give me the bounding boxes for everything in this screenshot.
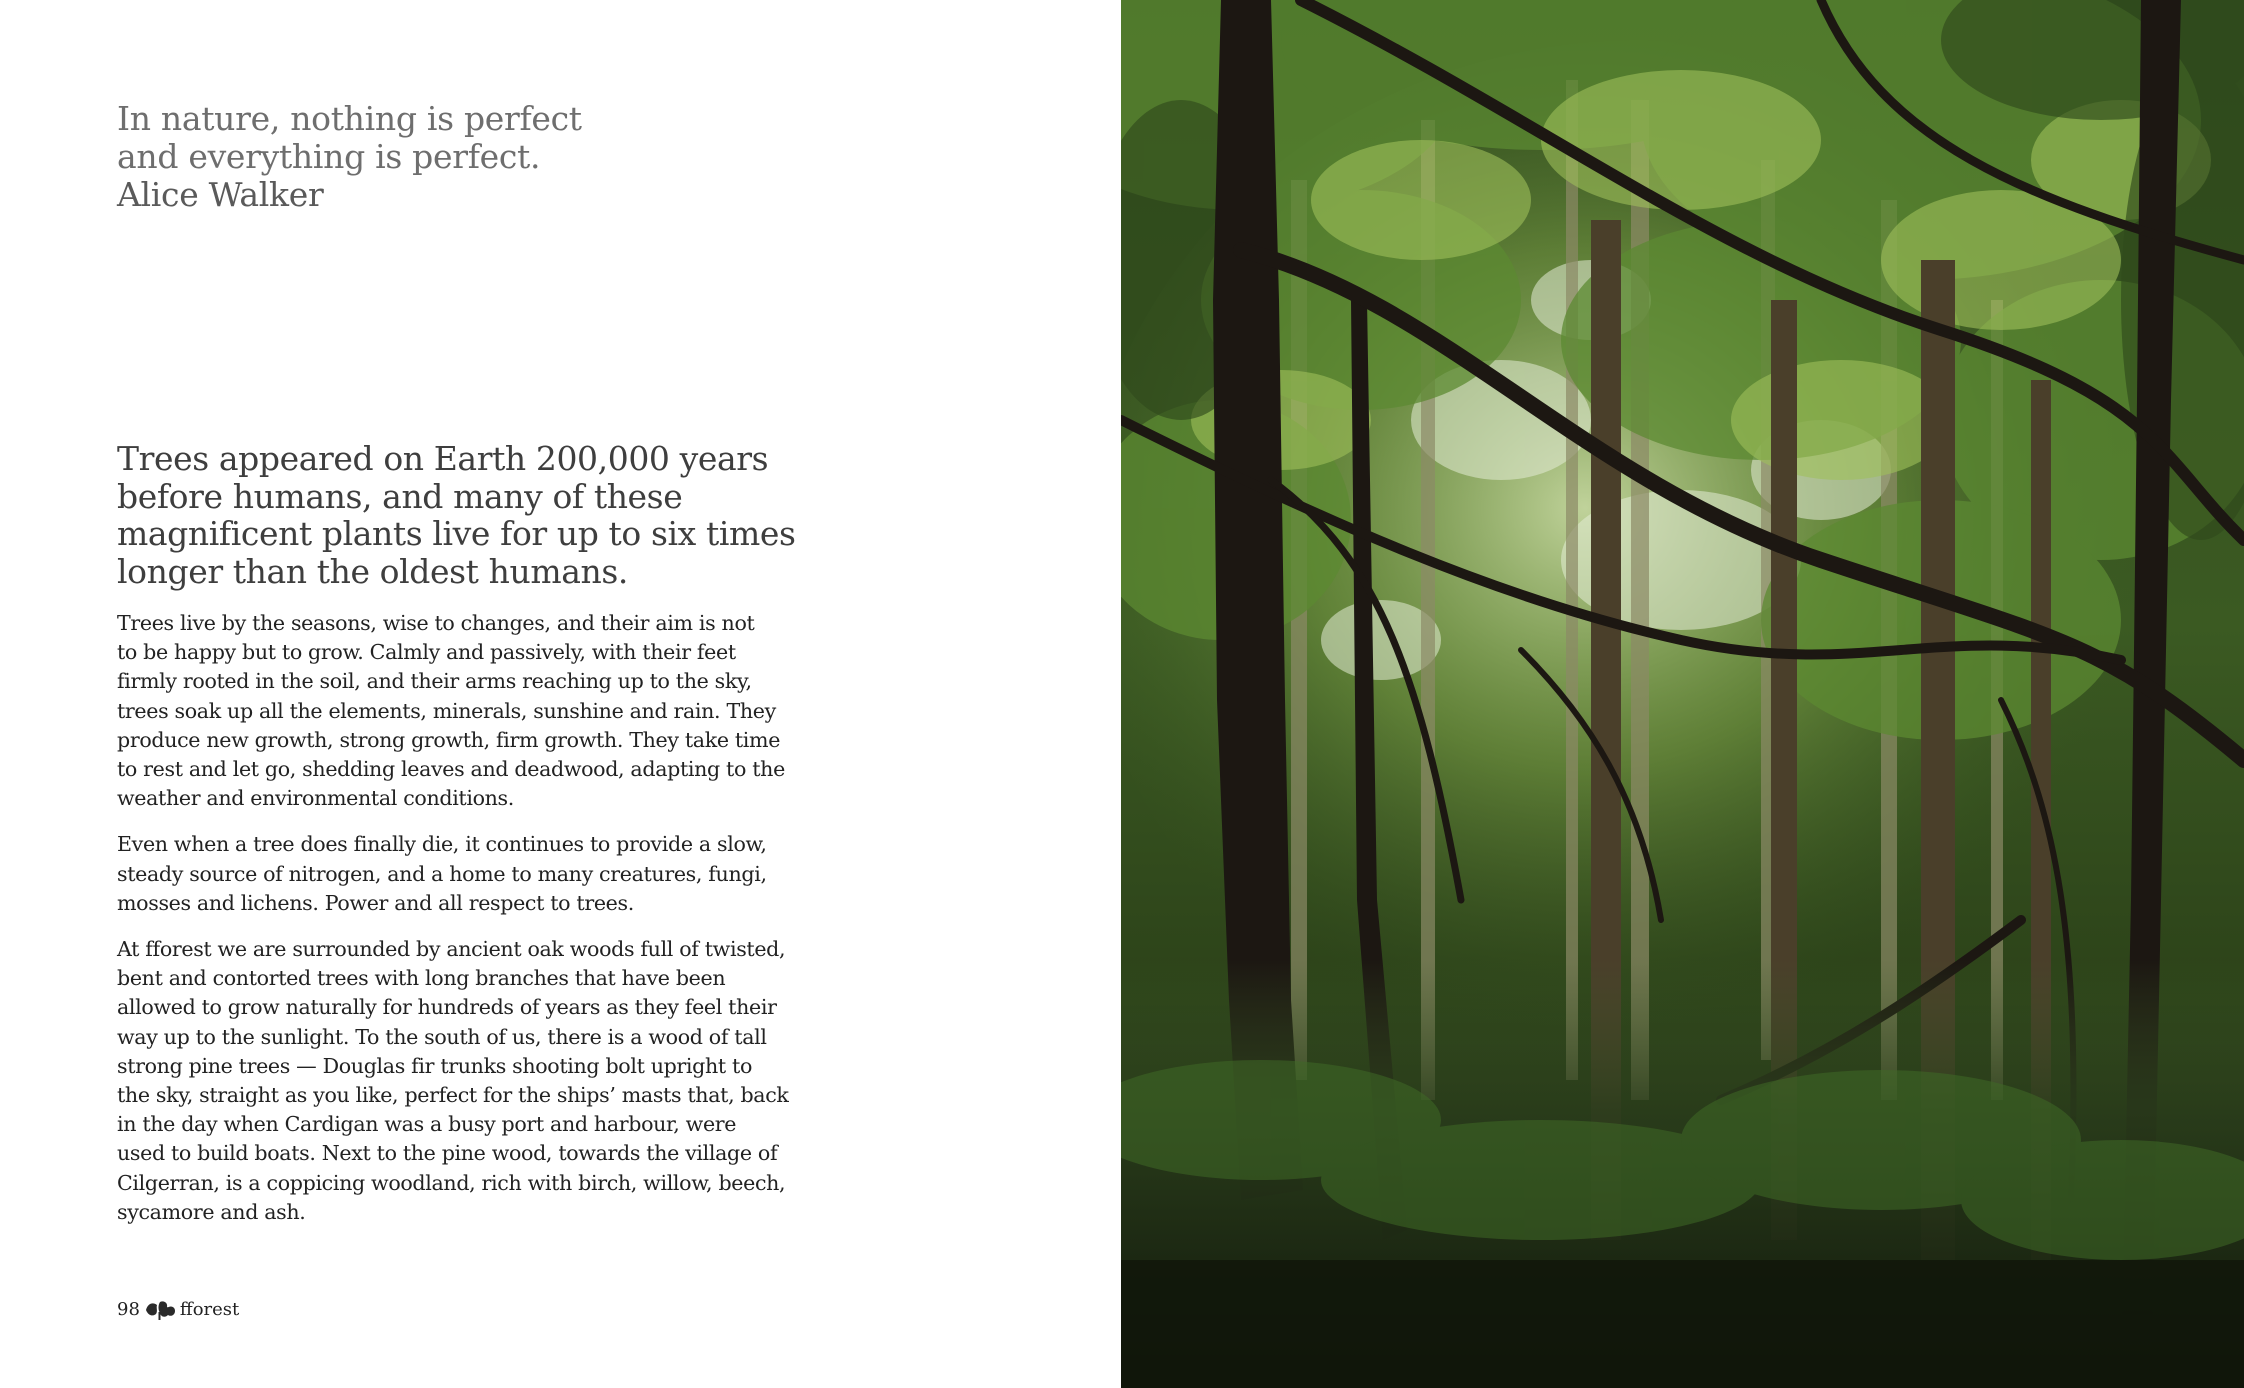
- body-line: mosses and lichens. Power and all respect to trees.: [117, 890, 634, 915]
- body-line: in the day when Cardigan was a busy port and harbour, were: [117, 1112, 737, 1137]
- body-line: Cilgerran, is a coppicing woodland, rich with birch, willow, beech,: [117, 1170, 786, 1195]
- oak-leaf-icon: [143, 1299, 177, 1321]
- body-paragraph: [117, 830, 817, 918]
- text-page: [0, 0, 1121, 1388]
- body-paragraph: [117, 609, 817, 813]
- body-line: bent and contorted trees with long branches that have been: [117, 966, 726, 991]
- body-line: Trees live by the seasons, wise to changes, and their aim is not: [117, 611, 755, 635]
- body-line: produce new growth, strong growth, firm growth. They take time: [117, 727, 781, 752]
- body-paragraph: [117, 935, 817, 1227]
- body-line: allowed to grow naturally for hundreds of years as they feel their: [117, 995, 777, 1020]
- intro-heading: [117, 440, 837, 590]
- body-line: sycamore and ash.: [117, 1199, 306, 1224]
- intro-line: Trees appeared on Earth 200,000 years: [117, 439, 769, 478]
- quote-author: Alice Walker: [117, 175, 324, 214]
- body-line: strong pine trees — Douglas fir trunks shooting bolt upright to: [117, 1053, 753, 1078]
- quote-line: and everything is perfect.: [117, 137, 541, 176]
- body-line: steady source of nitrogen, and a home to many creatures, fungi,: [117, 861, 767, 886]
- body-line: used to build boats. Next to the pine wood, towards the village of: [117, 1141, 778, 1166]
- body-line: firmly rooted in the soil, and their arms reaching up to the sky,: [117, 669, 752, 694]
- body-line: to be happy but to grow. Calmly and passively, with their feet: [117, 640, 736, 665]
- body-line: At fforest we are surrounded by ancient oak woods full of twisted,: [117, 937, 786, 962]
- quote-line: In nature, nothing is perfect: [117, 99, 582, 138]
- body-line: weather and environmental conditions.: [117, 786, 514, 811]
- brand-name: fforest: [179, 1299, 240, 1320]
- page-number: 98: [117, 1299, 140, 1320]
- intro-line: longer than the oldest humans.: [117, 551, 628, 591]
- intro-line: before humans, and many of these: [117, 476, 683, 516]
- forest-photo: [1121, 0, 2244, 1388]
- epigraph-quote: [117, 100, 817, 214]
- intro-line: magnificent plants live for up to six times: [117, 514, 796, 553]
- body-line: to rest and let go, shedding leaves and deadwood, adapting to the: [117, 757, 785, 782]
- body-line: trees soak up all the elements, minerals, sunshine and rain. They: [117, 698, 776, 723]
- body-line: Even when a tree does finally die, it continues to provide a slow,: [117, 832, 767, 857]
- body-line: the sky, straight as you like, perfect for the ships’ masts that, back: [117, 1083, 789, 1108]
- body-text: [117, 609, 817, 1244]
- body-line: way up to the sunlight. To the south of us, there is a wood of tall: [117, 1024, 767, 1049]
- page-footer: [117, 1298, 239, 1322]
